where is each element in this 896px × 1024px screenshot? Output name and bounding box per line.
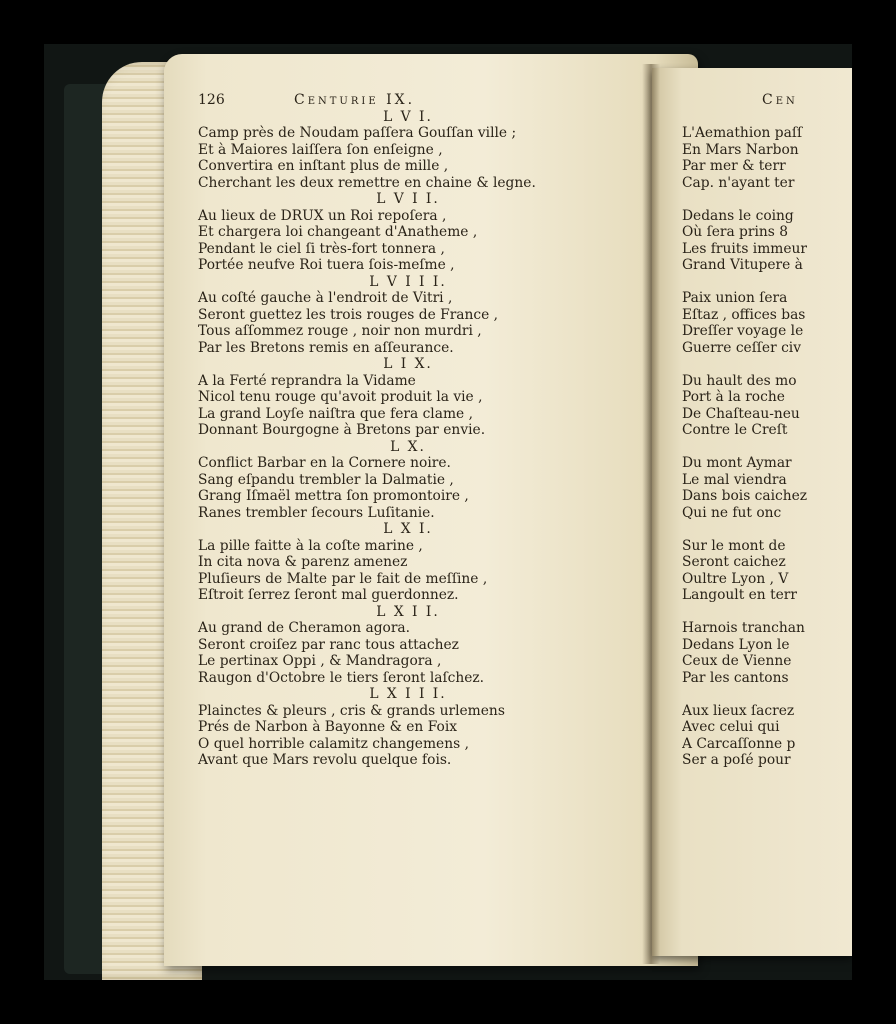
quatrain-heading: L V I. [383, 108, 433, 125]
verse-line: Oultre Lyon , V [682, 570, 789, 587]
verse-line: Dans bois caichez [682, 488, 808, 504]
right-page-text [682, 92, 852, 769]
verse-line: La grand Loyſe naiſtra que fera clame , [198, 405, 473, 422]
stanza-gap [682, 109, 852, 126]
verse-line: Guerre ceſſer civ [682, 339, 801, 356]
verse-line: Prés de Narbon à Bayonne & en Foix [198, 719, 458, 735]
verse-line: Et à Maiores laiſſera ſon enſeigne , [198, 141, 443, 158]
quatrain-heading: L X I I. [376, 603, 440, 620]
verse-line: Raugon d'Octobre le tiers ſeront laſchez. [198, 669, 485, 686]
verse-line: Le mal viendra [682, 471, 787, 488]
verse-line: Cap. n'ayant ter [682, 174, 795, 191]
quatrain-heading: L X I I I. [369, 686, 447, 702]
verse-line: Le pertinax Oppi , & Mandragora , [198, 653, 442, 669]
verse-line: Eſtaz , offices bas [682, 306, 806, 323]
stanza-gap [682, 604, 852, 621]
left-page-text [198, 92, 618, 769]
verse-line: Port à la roche [682, 389, 785, 405]
verse-line: Dreſſer voyage le [682, 323, 804, 339]
verse-line: Avant que Mars revolu quelque fois. [198, 752, 452, 768]
verse-line: Qui ne fut onc [682, 504, 782, 521]
quatrain-heading: L X. [390, 438, 426, 455]
verse-line: Harnois tranchan [682, 620, 805, 636]
verse-line: Les fruits immeur [682, 240, 808, 257]
verse-line: Pluſieurs de Malte par le fait de meſſine , [198, 570, 488, 587]
verse-line: Où ſera prins 8 [682, 224, 789, 240]
stanza-gap [682, 356, 852, 373]
stanza-gap [682, 274, 852, 291]
verse-line: Dedans le coing [682, 207, 794, 224]
verse-line: Par les Bretons remis en aſſeurance. [198, 339, 454, 356]
verse-line: Portée neufve Roi tuera ſois-meſme , [198, 257, 455, 273]
quatrain-heading: L I X. [383, 356, 433, 372]
verse-line: Aux lieux ſacrez [682, 702, 795, 719]
verse-line: Au grand de Cheramon agora. [198, 620, 411, 636]
verse-line: Sur le mont de [682, 537, 786, 554]
verse-line: Sang eſpandu trembler la Dalmatie , [198, 471, 454, 488]
verse-line: A Carcaſſonne p [682, 735, 796, 752]
verse-line: Camp près de Noudam paſſera Gouſſan ville ; [198, 125, 517, 141]
verse-line: Contre le Creſt [682, 422, 788, 438]
verse-line: Langoult en terr [682, 587, 797, 603]
verse-line: In cita nova & parenz amenez [198, 554, 408, 570]
running-title: Centurie IX. [294, 92, 416, 108]
stanza-gap [682, 439, 852, 456]
verse-line: Grand Vitupere à [682, 257, 803, 273]
quatrain-heading: L V I I I. [369, 273, 447, 290]
verse-line: Nicol tenu rouge qu'avoit produit la vie , [198, 389, 483, 405]
verse-line: Dedans Lyon le [682, 636, 790, 653]
verse-line: Donnant Bourgogne à Bretons par envie. [198, 422, 486, 438]
verse-line: La pille faitte à la coſte marine , [198, 537, 423, 554]
verse-line: Pendant le ciel ſi très-fort tonnera , [198, 240, 445, 257]
quatrain-heading: L V I I. [376, 191, 440, 207]
verse-line: Plainctes & pleurs , cris & grands urlemens [198, 702, 505, 719]
verse-line: Seront caichez [682, 554, 786, 570]
verse-line: Seront croiſez par ranc tous attachez [198, 636, 459, 653]
verse-line: Avec celui qui [682, 719, 780, 735]
page-number: 126 [198, 92, 225, 108]
running-head [198, 92, 618, 109]
verse-line: Et chargera loi changeant d'Anatheme , [198, 224, 478, 240]
stanza-gap [682, 521, 852, 538]
verse-line: A la Ferté reprandra la Vidame [198, 372, 416, 389]
verse-line: Ceux de Vienne [682, 653, 792, 669]
verse-line: Du hault des mo [682, 372, 797, 389]
verse-line: L'Aemathion paſſ [682, 125, 803, 141]
verse-line: Seront guettez les trois rouges de France , [198, 306, 499, 323]
quatrain-heading: L X I. [383, 521, 433, 537]
verse-line: Au coſté gauche à l'endroit de Vitri , [198, 290, 453, 306]
stanza-gap [682, 191, 852, 208]
verse-line: Au lieux de DRUX un Roi repoſera , [198, 207, 447, 224]
verse-line: De Chaſteau-neu [682, 405, 800, 422]
verse-line: Paix union ſera [682, 290, 788, 306]
stanza-gap [682, 686, 852, 703]
verse-line: Du mont Aymar [682, 455, 792, 471]
verse-line: En Mars Narbon [682, 141, 799, 158]
verse-line: Conflict Barbar en la Cornere noire. [198, 455, 451, 471]
verse-line: Par les cantons [682, 669, 789, 686]
right-running-title: Cen [762, 92, 798, 108]
verse-line: Ranes trembler ſecours Luſitanie. [198, 504, 435, 521]
verse-line: O quel horrible calamitz changemens , [198, 735, 469, 752]
verse-line: Eſtroit ſerrez ſeront mal guerdonnez. [198, 587, 459, 603]
verse-line: Cherchant les deux remettre en chaine & legne. [198, 174, 536, 191]
verse-line: Tous aſſommez rouge , noir non murdri , [198, 323, 482, 339]
verse-line: Convertira en inſtant plus de mille , [198, 158, 449, 174]
verse-line: Par mer & terr [682, 158, 786, 174]
book-gutter [642, 64, 660, 964]
verse-line: Grang Iſmaël mettra ſon promontoire , [198, 488, 469, 504]
verse-line: Ser a poſé pour [682, 752, 791, 768]
